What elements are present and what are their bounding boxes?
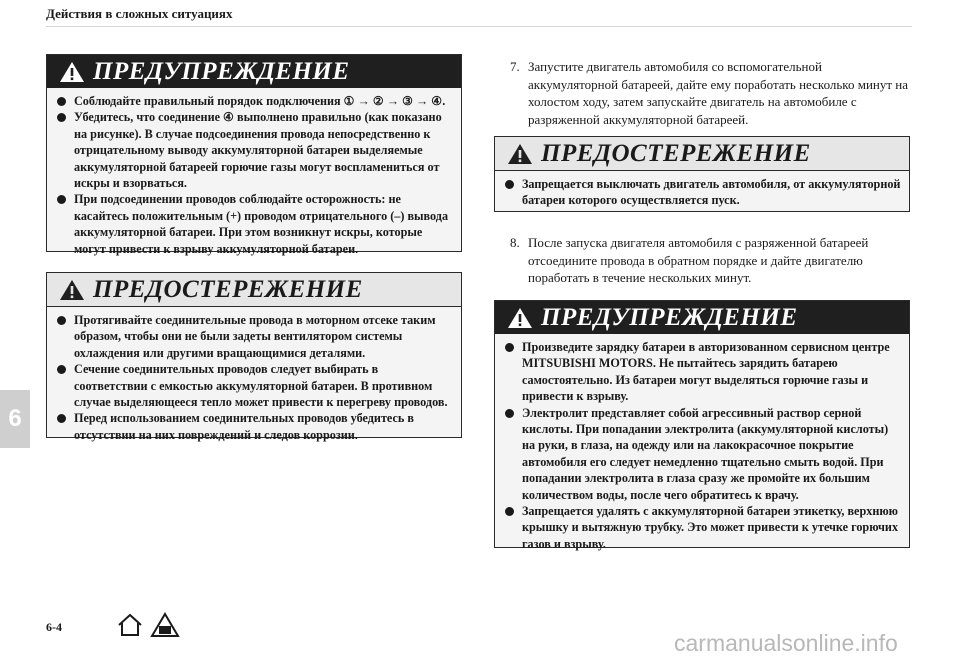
bullet-text: Убедитесь, что соединение ④ выполнено правильно (как показано на рисунке). В случае подсоединения провода непосредственно к отрицательному выводу аккумуляторной батареи выделяемые аккумуляторной батареей горючие газы могут воспламениться от искры и взорваться.: [74, 110, 442, 191]
back-to-contents-icon[interactable]: [150, 612, 180, 638]
warning-box-title: ПРЕДУПРЕЖДЕНИЕ: [93, 57, 350, 85]
warning-box-body: [47, 88, 461, 261]
bullet-icon: [505, 507, 514, 516]
bullet-item: [57, 109, 453, 191]
caution-box-title: ПРЕДОСТЕРЕЖЕНИЕ: [541, 139, 811, 167]
bullet-text: Запрещается удалять с аккумуляторной батареи этикетку, верхнюю крышку и вытяжную трубку. Это может привести к утечке горючих газов и взрыву.: [522, 504, 899, 551]
caution-box-header: [495, 137, 909, 171]
step-number: 7.: [510, 59, 520, 74]
step-number: 8.: [510, 235, 520, 250]
warning-box-title: ПРЕДУПРЕЖДЕНИЕ: [541, 303, 798, 331]
bullet-item: [505, 503, 901, 552]
warning-box-charging: [494, 300, 910, 551]
caution-box-cables: [46, 272, 462, 442]
bullet-icon: [505, 409, 514, 418]
bullet-item: [57, 410, 453, 443]
caution-box-engine: [494, 136, 910, 212]
chapter-tab: [0, 390, 30, 448]
bullet-icon: [505, 180, 514, 189]
section-title: Действия в сложных ситуациях: [46, 6, 233, 21]
bullet-icon: [505, 343, 514, 352]
bullet-text: При подсоединении проводов соблюдайте осторожность: не касайтесь положительным (+) проводом отрицательного (–) вывода аккумуляторной батареи. При этом возникнут искры, которые могут привести к взрыву аккумуляторной батареи.: [74, 192, 449, 256]
caution-box-body: [47, 307, 461, 447]
bullet-text: Соблюдайте правильный порядок подключения ① → ② → ③ → ④.: [74, 94, 446, 108]
caution-box-header: [47, 273, 461, 307]
bullet-text: Запрещается выключать двигатель автомобиля, от аккумуляторной батареи которого осуществляется пуск.: [522, 177, 901, 208]
bullet-text: Электролит представляет собой агрессивный раствор серной кислоты. При попадании электролита (аккумуляторной кислоты) на руки, в глаза, на одежду или на лакокрасочное покрытие автомобиля его следует немедленно тщательно смыть водой. При попадании электролита в глаза сразу же промойте их большим количеством воды, после чего обратитесь к врачу.: [522, 405, 889, 502]
bullet-text: Перед использованием соединительных проводов убедитесь в отсутствии на них повреждений и следов коррозии.: [74, 411, 414, 442]
step-text: После запуска двигателя автомобиля с разряженной батареей отсоедините провода в обратном порядке и дайте двигателю поработать в течение нескольких минут.: [528, 235, 869, 285]
caution-box-body: [495, 171, 909, 213]
header-rule: [46, 26, 912, 27]
bullet-item: [57, 312, 453, 361]
warning-box-body: [495, 334, 909, 556]
page-number: 6-4: [46, 620, 62, 634]
bullet-item: [505, 405, 901, 503]
bullet-item: [505, 176, 901, 209]
bullet-item: [505, 339, 901, 405]
bullet-text: Сечение соединительных проводов следует выбирать в соответствии с емкостью аккумуляторной батареи. В противном случае выделяющееся тепло может привести к перегреву проводов.: [74, 362, 448, 410]
bullet-icon: [57, 316, 66, 325]
chapter-number: 6: [8, 405, 22, 432]
bullet-icon: [57, 195, 66, 204]
watermark: carmanualsonline.info: [674, 630, 898, 656]
bullet-item: [57, 93, 453, 109]
home-icon[interactable]: [116, 612, 144, 638]
warning-triangle-icon: [59, 61, 85, 83]
step-8: [510, 234, 910, 287]
warning-box-header: [495, 301, 909, 334]
bullet-item: [57, 361, 453, 410]
step-7: [510, 58, 910, 128]
bullet-item: [57, 191, 453, 257]
bullet-text: Произведите зарядку батареи в авторизованном сервисном центре MITSUBISHI MOTORS. Не пытайтесь зарядить батарею самостоятельно. Из батареи могут выделяться горючие газы и привести к взрыву.: [522, 340, 890, 404]
bullet-icon: [57, 113, 66, 122]
bullet-icon: [57, 365, 66, 374]
nav-icons: [116, 612, 180, 638]
step-text: Запустите двигатель автомобиля со вспомогательной аккумуляторной батареей, дайте ему поработать несколько минут на холостом ходу, затем запускайте двигатель на автомобиле с разряженной аккумуляторной батареей.: [528, 59, 909, 127]
warning-triangle-icon: [507, 307, 533, 329]
warning-box-header: [47, 55, 461, 88]
bullet-text: Протягивайте соединительные провода в моторном отсеке таким образом, чтобы они не были задеты вентилятором системы охлаждения или другими вращающимися деталями.: [74, 313, 436, 360]
warning-triangle-icon: [507, 143, 533, 165]
bullet-icon: [57, 414, 66, 423]
warning-box-connection-order: [46, 54, 462, 256]
bullet-icon: [57, 97, 66, 106]
warning-triangle-icon: [59, 279, 85, 301]
caution-box-title: ПРЕДОСТЕРЕЖЕНИЕ: [93, 275, 363, 303]
